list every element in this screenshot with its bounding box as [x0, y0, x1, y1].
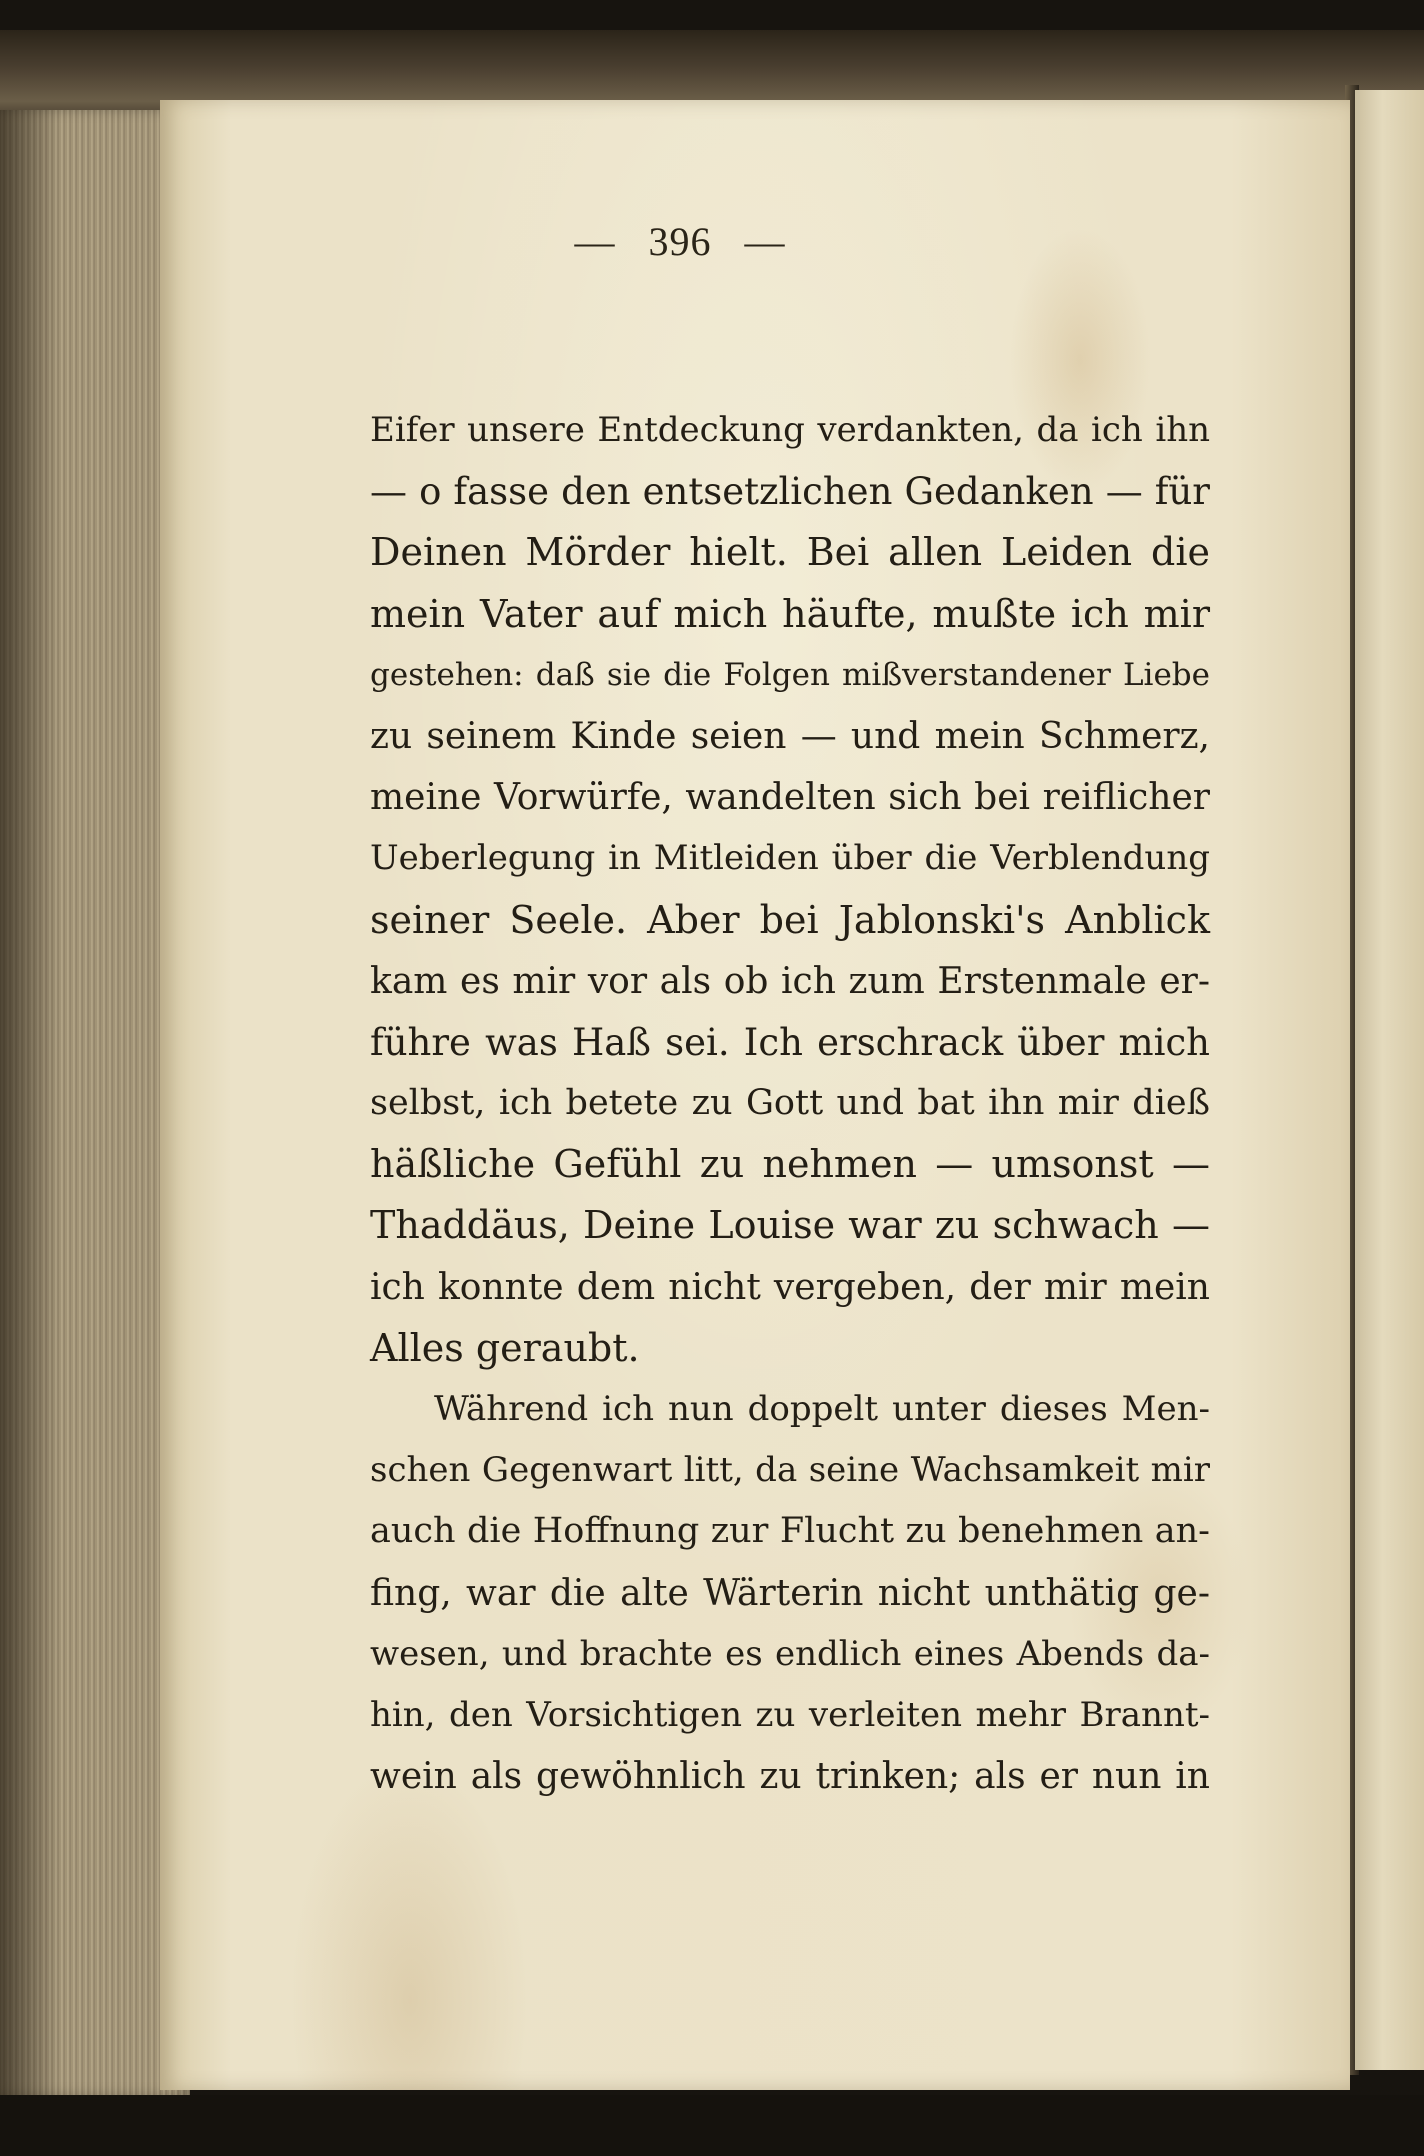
header-dash-left: —: [574, 219, 616, 264]
text-line: seiner Seele. Aber bei Jablonski's Anblick: [370, 897, 1210, 942]
text-line: Eifer unsere Entdeckung verdankten, da ich ihn: [370, 410, 1210, 450]
text-line: Alles geraubt.: [370, 1325, 640, 1370]
text-line: meine Vorwürfe, wandelten sich bei reiflicher: [370, 777, 1210, 819]
text-line: ich konnte dem nicht vergeben, der mir mein: [370, 1266, 1210, 1308]
text-line: auch die Hoffnung zur Flucht zu benehmen an-: [370, 1511, 1210, 1552]
header-dash-right: —: [744, 219, 786, 264]
text-line: fing, war die alte Wärterin nicht unthätig ge-: [370, 1572, 1210, 1614]
text-line: Deinen Mörder hielt. Bei allen Leiden die: [370, 530, 1210, 575]
facing-page-edge: [1355, 90, 1424, 2070]
text-line: selbst, ich betete zu Gott und bat ihn mir dieß: [370, 1083, 1210, 1124]
text-line: mein Vater auf mich häufte, mußte ich mir: [370, 591, 1210, 636]
bottom-background: [0, 2095, 1424, 2156]
text-line: wein als gewöhnlich zu trinken; als er nun in: [370, 1756, 1210, 1798]
text-line: Während ich nun doppelt unter dieses Men-: [434, 1389, 1210, 1429]
text-line: schen Gegenwart litt, da seine Wachsamkeit mir: [370, 1450, 1210, 1491]
page-number: 396: [648, 219, 712, 264]
text-line: kam es mir vor als ob ich zum Erstenmale er-: [370, 960, 1210, 1002]
text-line: führe was Haß sei. Ich erschrack über mich: [370, 1020, 1210, 1064]
body-text: [370, 400, 1210, 1807]
text-line: hin, den Vorsichtigen zu verleiten mehr Brannt-: [370, 1694, 1210, 1735]
text-line: häßliche Gefühl zu nehmen — umsonst —: [370, 1142, 1210, 1187]
text-line: — o fasse den entsetzlichen Gedanken — für: [370, 470, 1210, 514]
text-line: zu seinem Kinde seien — und mein Schmerz,: [370, 715, 1210, 757]
text-line: gestehen: daß sie die Folgen mißverstandener Liebe: [370, 656, 1210, 693]
text-line: Thaddäus, Deine Louise war zu schwach —: [370, 1203, 1210, 1248]
text-line: Ueberlegung in Mitleiden über die Verblendung: [370, 838, 1210, 879]
page-header: [200, 218, 1160, 265]
page-block-shadow: [0, 110, 60, 2095]
text-line: wesen, und brachte es endlich eines Abends da-: [370, 1633, 1210, 1674]
